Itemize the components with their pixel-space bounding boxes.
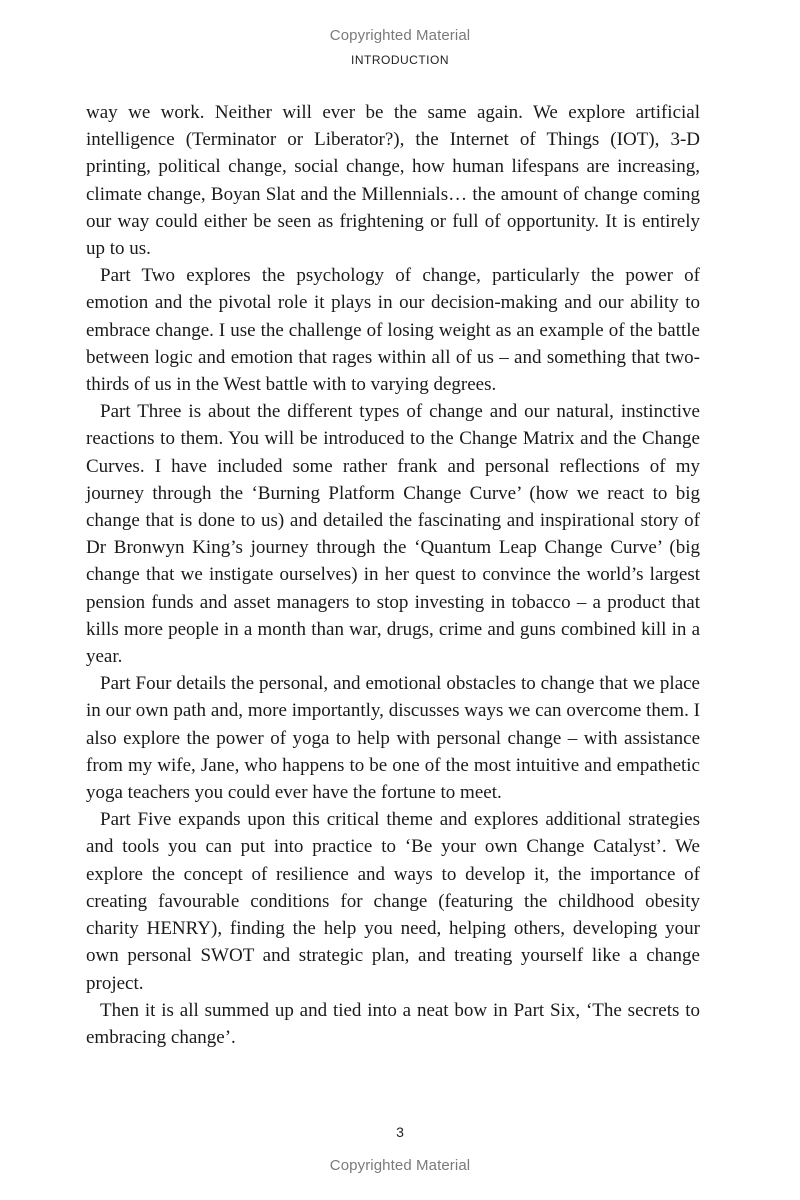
paragraph-part-two: Part Two explores the psychology of change, particularly the power of emotion and the pivotal role it plays in our decision-making and our ability to embrace change. I use the challenge of losing weight as an example of the battle between logic and emotion that rages within all of us – and something that two-thirds of us in the West battle with to varying degrees. [86,265,700,396]
copyright-watermark-bottom: Copyrighted Material [329,1157,471,1174]
page-body [86,99,700,1051]
page-number: 3 [396,1124,404,1140]
paragraph-part-five: Part Five expands upon this critical theme and explores additional strategies and tools you can put into practice to ‘Be your own Change Catalyst’. We explore the concept of resilience and ways to develop it, the importance of creating favourable conditions for change (featuring the childhood obesity charity HENRY), finding the help you need, helping others, developing your own personal SWOT and strategic plan, and treating yourself like a change project. [86,809,700,994]
paragraph-part-six: Then it is all summed up and tied into a neat bow in Part Six, ‘The secrets to embracing change’. [86,999,700,1048]
paragraph-part-three: Part Three is about the different types of change and our natural, instinctive reactions to them. You will be introduced to the Change Matrix and the Change Curves. I have included some rather frank and personal reflections of my journey through the ‘Burning Platform Change Curve’ (how we react to big change that is done to us) and detailed the fascinating and inspirational story of Dr Bronwyn King’s journey through the ‘Quantum Leap Change Curve’ (big change that we instigate ourselves) in her quest to convince the world’s largest pension funds and asset managers to stop investing in tobacco – a product that kills more people in a month than war, drugs, crime and guns combined kill in a year. [86,401,700,668]
paragraph-continuation: way we work. Neither will ever be the same again. We explore artificial intelligence (Terminator or Liberator?), the Internet of Things (IOT), 3-D printing, political change, social change, how human lifespans are increasing, climate change, Boyan Slat and the Millennials… the amount of change coming our way could either be seen as frightening or full of opportunity. It is entirely up to us. [86,102,700,260]
running-head: INTRODUCTION [351,53,449,67]
paragraph-part-four: Part Four details the personal, and emotional obstacles to change that we place in our own path and, more importantly, discusses ways we can overcome them. I also explore the power of yoga to help with personal change – with assistance from my wife, Jane, who happens to be one of the most intuitive and empathetic yoga teachers you could ever have the fortune to meet. [86,673,700,804]
copyright-watermark-top: Copyrighted Material [329,27,471,44]
